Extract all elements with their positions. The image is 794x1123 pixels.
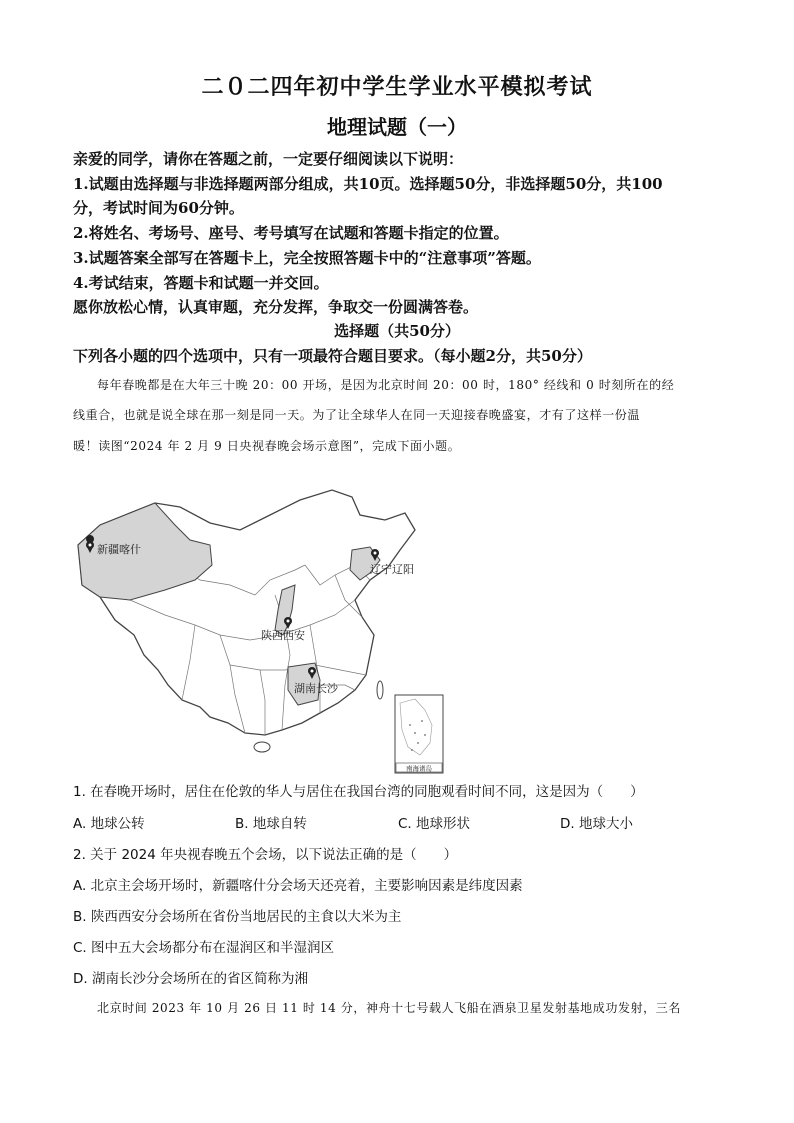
question-1-option-d[interactable]: D. 地球大小 <box>560 816 633 832</box>
passage-1-line-2: 线重合，也就是说全球在那一刻是同一天。为了让全球华人在同一天迎接春晚盛宴，才有了这样一份温 <box>73 408 641 422</box>
china-map-figure <box>70 485 450 775</box>
section-title: 选择题（共50分） <box>334 322 460 340</box>
question-2-option-a[interactable]: A. 北京主会场开场时，新疆喀什分会场天还亮着，主要影响因素是纬度因素 <box>73 878 523 894</box>
passage-1-line-3: 暖！读图“2024 年 2 月 9 日央视春晚会场示意图”，完成下面小题。 <box>73 439 461 453</box>
passage-2-line-1: 北京时间 2023 年 10 月 26 日 11 时 14 分，神舟十七号载人飞船在酒泉卫星发射基地成功发射，三名 <box>97 1001 681 1015</box>
exam-subtitle: 地理试题（一） <box>327 115 467 139</box>
question-1-option-a[interactable]: A. 地球公转 <box>73 816 145 832</box>
instructions-wish: 愿你放松心情，认真审题，充分发挥，争取交一份圆满答卷。 <box>73 298 479 316</box>
taiwan-island <box>377 681 383 699</box>
question-2-option-d[interactable]: D. 湖南长沙分会场所在的省区简称为湘 <box>73 971 308 987</box>
question-1-option-b[interactable]: B. 地球自转 <box>235 816 307 832</box>
instruction-item-4: 4.考试结束，答题卡和试题一并交回。 <box>73 274 329 292</box>
section-intro: 下列各小题的四个选项中，只有一项最符合题目要求。（每小题2分，共50分） <box>73 347 592 365</box>
question-2-stem: 2. 关于 2024 年央视春晚五个会场，以下说法正确的是（ ） <box>73 847 458 863</box>
label-shaanxi: 陕西西安 <box>261 629 305 642</box>
question-2-option-b[interactable]: B. 陕西西安分会场所在省份当地居民的主食以大米为主 <box>73 909 402 925</box>
exam-title: 二０二四年初中学生学业水平模拟考试 <box>201 74 593 100</box>
instruction-item-3: 3.试题答案全部写在答题卡上，完全按照答题卡中的“注意事项”答题。 <box>73 249 541 267</box>
hainan-island <box>254 742 270 752</box>
question-2-option-c[interactable]: C. 图中五大会场都分布在湿润区和半湿润区 <box>73 940 335 956</box>
label-hunan: 湖南长沙 <box>294 682 338 695</box>
south-sea-inset <box>395 695 443 773</box>
question-1-option-c[interactable]: C. 地球形状 <box>398 816 471 832</box>
label-liaoning: 辽宁辽阳 <box>370 563 414 576</box>
instruction-item-2: 2.将姓名、考场号、座号、考号填写在试题和答题卡指定的位置。 <box>73 224 509 242</box>
label-south-sea: 南海诸岛 <box>406 764 432 773</box>
question-1-stem: 1. 在春晚开场时，居住在伦敦的华人与居住在我国台湾的同胞观看时间不同，这是因为（ ） <box>73 784 644 800</box>
instruction-item-1-cont: 分，考试时间为60分钟。 <box>73 199 244 217</box>
label-xinjiang: 新疆喀什 <box>97 543 141 556</box>
instructions-greeting: 亲爱的同学，请你在答题之前，一定要仔细阅读以下说明： <box>73 150 464 168</box>
passage-1-line-1: 每年春晚都是在大年三十晚 20：00 开场，是因为北京时间 20：00 时，180° 经线和 0 时刻所在的经 <box>97 378 675 392</box>
instruction-item-1: 1.试题由选择题与非选择题两部分组成，共10页。选择题50分，非选择题50分，共100 <box>73 175 663 193</box>
